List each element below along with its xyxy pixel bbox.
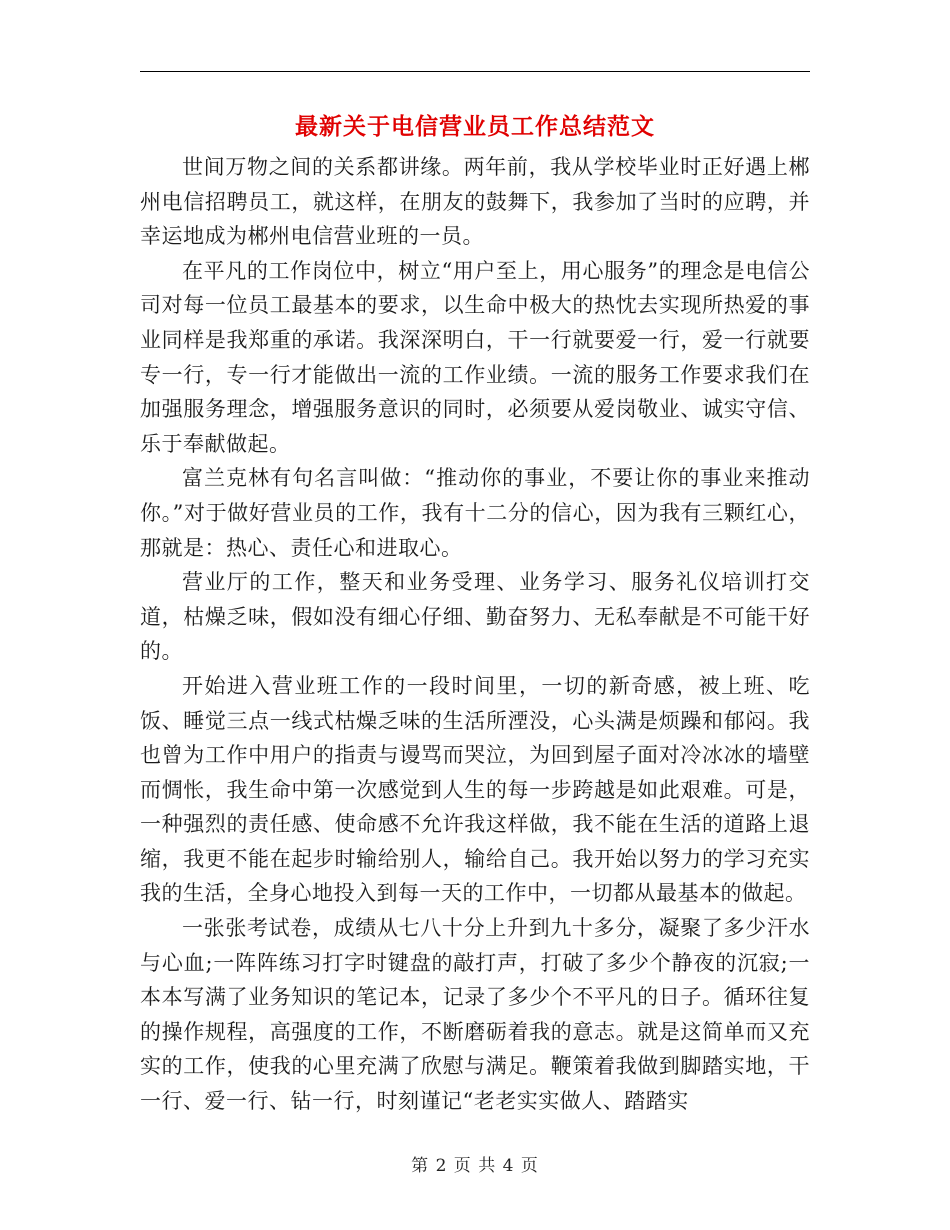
paragraph-6: 一张张考试卷，成绩从七八十分上升到九十多分，凝聚了多少汗水与心血;一阵阵练习打字时键盘的敲打声，打破了多少个静夜的沉寂;一本本写满了业务知识的笔记本，记录了多少个不平凡的日子。循环往复的操作规程，高强度的工作，不断磨砺着我的意志。就是这简单而又充实的工作，使我的心里充满了欣慰与满足。鞭策着我做到脚踏实地，干一行、爱一行、钻一行，时刻谨记“老老实实做人、踏踏实	[140, 916, 810, 1114]
paragraph-3: 富兰克林有句名言叫做：“推动你的事业，不要让你的事业来推动你。”对于做好营业员的工作，我有十二分的信心，因为我有三颗红心，那就是：热心、责任心和进取心。	[140, 466, 810, 560]
document-title: 最新关于电信营业员工作总结范文	[295, 113, 655, 140]
paragraph-5: 开始进入营业班工作的一段时间里，一切的新奇感，被上班、吃饭、睡觉三点一线式枯燥乏味的生活所湮没，心头满是烦躁和郁闷。我也曾为工作中用户的指责与谩骂而哭泣，为回到屋子面对冷冰冰的墙壁而惆怅，我生命中第一次感觉到人生的每一步跨越是如此艰难。可是，一种强烈的责任感、使命感不允许我这样做，我不能在生活的道路上退缩，我更不能在起步时输给别人，输给自己。我开始以努力的学习充实我的生活，全身心地投入到每一天的工作中，一切都从最基本的做起。	[140, 673, 810, 906]
paragraph-1: 世间万物之间的关系都讲缘。两年前，我从学校毕业时正好遇上郴州电信招聘员工，就这样，在朋友的鼓舞下，我参加了当时的应聘，并幸运地成为郴州电信营业班的一员。	[140, 155, 810, 249]
paragraph-4: 营业厅的工作，整天和业务受理、业务学习、服务礼仪培训打交道，枯燥乏味，假如没有细心仔细、勤奋努力、无私奉献是不可能干好的。	[140, 570, 810, 664]
page-number-footer: 第 2 页 共 4 页	[411, 1156, 539, 1176]
header-rule	[140, 71, 810, 72]
paragraph-2: 在平凡的工作岗位中，树立“用户至上，用心服务”的理念是电信公司对每一位员工最基本的要求，以生命中极大的热忱去实现所热爱的事业同样是我郑重的承诺。我深深明白，干一行就要爱一行，爱一行就要专一行，专一行才能做出一流的工作业绩。一流的服务工作要求我们在加强服务理念，增强服务意识的同时，必须要从爱岗敬业、诚实守信、乐于奉献做起。	[140, 258, 810, 456]
document-body	[140, 150, 810, 1119]
